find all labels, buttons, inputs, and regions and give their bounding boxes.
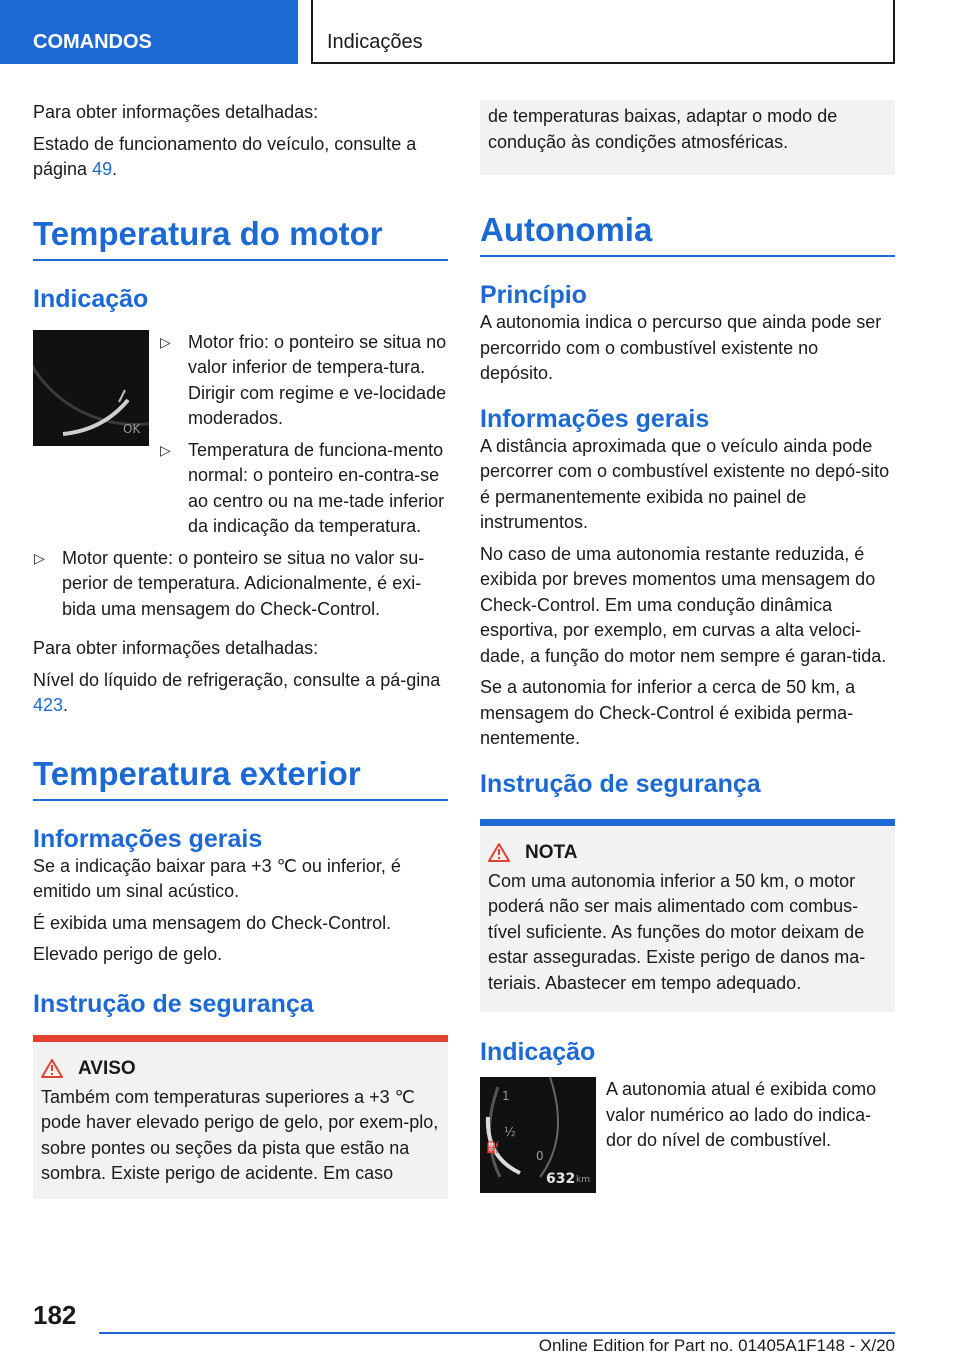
range-display-image bbox=[480, 1077, 596, 1193]
warning-box bbox=[33, 1042, 448, 1199]
note-box bbox=[480, 826, 895, 1013]
fuel-pump-icon: ⛽ bbox=[486, 1141, 500, 1154]
subheading-safety: Instrução de segurança bbox=[33, 989, 314, 1018]
principle-text: A autonomia indica o percurso que ainda pode ser percorrido com o combustível existente no depósito. bbox=[480, 312, 882, 383]
fuel-scale-empty: 0 bbox=[536, 1149, 544, 1163]
outside-temp-text-3: Elevado perigo de gelo. bbox=[33, 944, 223, 964]
subheading-display: Indicação bbox=[480, 1038, 596, 1066]
page-link-49[interactable]: 49 bbox=[92, 159, 113, 179]
warning-box-continued bbox=[480, 100, 895, 175]
header-title: Indicações bbox=[311, 0, 895, 64]
triangle-bullet-icon: ▷ bbox=[160, 441, 171, 458]
warning-bar bbox=[33, 1035, 448, 1042]
warning-text: Também com temperaturas superiores a +3 ℃ pode haver elevado perigo de gelo, por exem-plo, sobre pontes ou seções da pista que estão na sombra. Existe perigo de acidente. Em caso bbox=[41, 1086, 439, 1183]
warning-heading: AVISO bbox=[41, 1056, 440, 1081]
detail-reference: Nível do líquido de refrigeração, consulte a pá-gina 423. bbox=[33, 669, 441, 715]
right-column bbox=[480, 100, 895, 1193]
fuel-scale-full: 1 bbox=[502, 1089, 510, 1103]
subheading-display: Indicação bbox=[33, 284, 149, 313]
heading-range: Autonomia bbox=[480, 211, 895, 257]
range-info-text-2: No caso de uma autonomia restante reduzida, é exibida por breves momentos uma mensagem do Check-Control. Em uma condução dinâmica esportiva, por exemplo, em curvas a alta veloci-dade, a função do motor nem sempre é garan-tida. bbox=[480, 543, 887, 666]
warning-triangle-icon bbox=[41, 1058, 63, 1078]
triangle-bullet-icon: ▷ bbox=[160, 333, 171, 350]
page-link-423[interactable]: 423 bbox=[33, 695, 64, 715]
footer-divider bbox=[99, 1332, 895, 1334]
note-text: Com uma autonomia inferior a 50 km, o motor poderá não ser mais alimentado com combus-tível suficiente. As funções do motor deixam de estar asseguradas. Existe perigo de danos ma-teriais. Abastecer em tempo adequado. bbox=[488, 870, 866, 993]
subheading-general-info: Informações gerais bbox=[480, 404, 710, 433]
left-column bbox=[33, 100, 448, 1199]
range-info-text-3: Se a autonomia for inferior a cerca de 50 km, a mensagem do Check-Control é exibida perma-nentemente. bbox=[480, 677, 856, 748]
outside-temp-text-2: É exibida uma mensagem do Check-Control. bbox=[33, 912, 392, 933]
note-heading: NOTA bbox=[488, 840, 887, 865]
intro-text: Para obter informações detalhadas: bbox=[33, 102, 319, 122]
engine-temp-list-b bbox=[33, 546, 448, 623]
list-item: ▷ Temperatura de funciona-mento normal: o ponteiro en-contra-se ao centro ou na me-tade inferior da indicação da temperatura. bbox=[160, 439, 445, 536]
header-section-tab: COMANDOS bbox=[0, 0, 298, 64]
range-display-row bbox=[480, 1077, 895, 1193]
engine-temp-list-a bbox=[159, 330, 448, 546]
range-value: 632 bbox=[546, 1171, 576, 1187]
triangle-bullet-icon: ▷ bbox=[34, 549, 45, 566]
page-number: 182 bbox=[33, 1300, 77, 1330]
subheading-principle: Princípio bbox=[480, 281, 587, 309]
subheading-general-info: Informações gerais bbox=[33, 824, 263, 853]
warning-text-continued: de temperaturas baixas, adaptar o modo de condução às condições atmosféricas. bbox=[488, 106, 838, 152]
subheading-safety: Instrução de segurança bbox=[480, 769, 761, 798]
gauge-ok-label: OK bbox=[123, 421, 141, 436]
range-info-text-1: A distância aproximada que o veículo ainda pode percorrer com o combustível existente no depó-sito é permanentemente exibida no painel de instrumentos. bbox=[480, 435, 890, 532]
range-unit: km bbox=[576, 1175, 590, 1185]
footer-edition: Online Edition for Part no. 01405A1F148 - X/20 bbox=[538, 1336, 895, 1355]
fuel-scale-half: ½ bbox=[504, 1125, 516, 1139]
range-display-text: A autonomia atual é exibida como valor numérico ao lado do indica-dor do nível de combustível. bbox=[606, 1079, 877, 1150]
outside-temp-text-1: Se a indicação baixar para +3 ℃ ou inferior, é emitido um sinal acústico. bbox=[33, 855, 401, 901]
engine-temp-gauge-image bbox=[33, 330, 149, 446]
heading-outside-temperature: Temperatura exterior bbox=[33, 755, 448, 801]
intro-reference: Estado de funcionamento do veículo, consulte a página 49. bbox=[33, 133, 417, 179]
list-item: ▷ Motor frio: o ponteiro se situa no valor inferior de tempera-tura. Dirigir com regime e ve-locidade moderados. bbox=[160, 331, 447, 428]
heading-engine-temperature: Temperatura do motor bbox=[33, 215, 448, 261]
note-bar bbox=[480, 819, 895, 826]
list-item: ▷ Motor quente: o ponteiro se situa no valor su-perior de temperatura. Adicionalmente, é exi-bida uma mensagem do Check-Control. bbox=[34, 547, 425, 619]
detail-text: Para obter informações detalhadas: bbox=[33, 638, 319, 658]
engine-temp-row bbox=[33, 330, 448, 546]
note-triangle-icon bbox=[488, 842, 510, 862]
